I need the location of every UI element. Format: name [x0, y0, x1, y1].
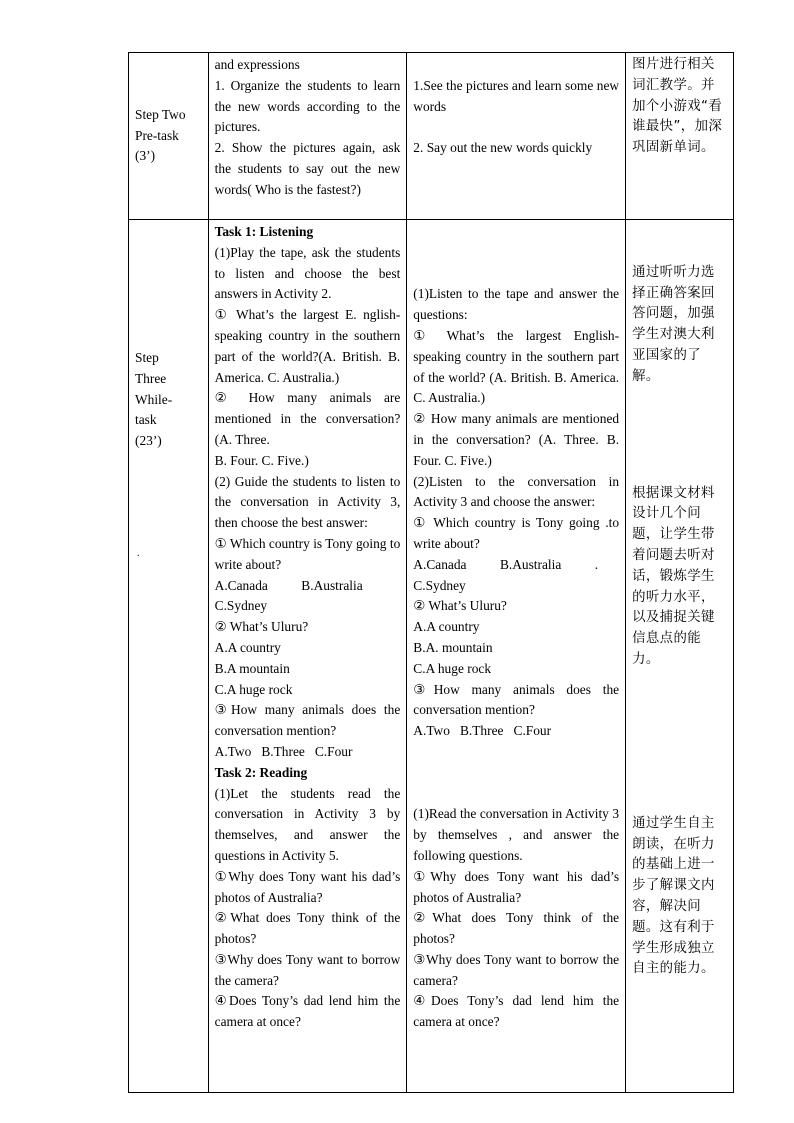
- student-line: (1)Listen to the tape and answer the questions:: [413, 286, 620, 323]
- teacher-line: (1)Let the students read the conversation in Activity 3 by themselves, and answer the questions in Activity 5.: [214, 785, 401, 863]
- stray-dot: .: [137, 548, 140, 559]
- purpose-text: 图片进行相关词汇教学。并加个小游戏“看谁最快”，加深巩固新单词。: [632, 57, 723, 156]
- teacher-line: ②What does Tony think of the photos?: [214, 910, 401, 947]
- teacher-line: ① Which country is Tony going to write about?: [214, 535, 401, 572]
- student-line: A.Canada B.Australia .: [413, 556, 599, 572]
- teacher-line: (1)Play the tape, ask the students to listen and choose the best answers in Activity 2.: [214, 244, 401, 302]
- purpose-cell: [626, 220, 734, 1093]
- student-line: ④Does Tony’s dad lend him the camera at once?: [413, 993, 620, 1030]
- task1-title: Task 1: Listening: [214, 224, 314, 239]
- student-line: ② How many animals are mentioned in the conversation? (A. Three. B. Four. C. Five.): [413, 411, 620, 468]
- teacher-line: A.A country: [214, 639, 281, 655]
- student-line: (2)Listen to the conversation in Activity 3 and choose the answer:: [413, 473, 620, 510]
- student-line: ③How many animals does the conversation mention?: [413, 681, 620, 718]
- student-line: ③Why does Tony want to borrow the camera?: [413, 951, 620, 988]
- student-line: C.Sydney: [413, 577, 466, 593]
- step-cell: [129, 220, 209, 1093]
- teacher-activity-cell: [208, 53, 407, 220]
- teacher-line: A.Canada B.Australia: [214, 577, 363, 593]
- teacher-line: B. Four. C. Five.): [214, 452, 309, 468]
- step-line: Pre-task: [135, 127, 179, 143]
- teacher-line: A.Two B.Three C.Four: [214, 743, 353, 759]
- teacher-line: C.Sydney: [214, 598, 268, 614]
- teacher-line: ③Why does Tony want to borrow the camera?: [214, 951, 401, 988]
- purpose-text: 通过学生自主朗读，在听力的基础上进一步了解课文内容，解决问题。这有利于学生形成独立自主的能力。: [632, 815, 715, 977]
- student-line: A.A country: [413, 619, 480, 635]
- step-line: task: [135, 412, 157, 428]
- step-line: Three: [135, 370, 167, 386]
- student-line: ② What’s Uluru?: [413, 598, 507, 614]
- teacher-line: 2. Show the pictures again, ask the students to say out the new words( Who is the fastest?): [214, 140, 401, 197]
- student-line: B.A. mountain: [413, 639, 493, 655]
- student-line: C.A huge rock: [413, 660, 492, 676]
- student-line: ① Which country is Tony going .to write about?: [413, 515, 620, 551]
- purpose-text: 通过听听力选择正确答案回答问题，加强学生对澳大利亚国家的了解。: [632, 264, 715, 384]
- table-row: [129, 220, 734, 1093]
- student-line: ①Why does Tony want his dad’s photos of Australia?: [413, 868, 620, 905]
- step-line: While-: [135, 391, 173, 407]
- teacher-line: ③How many animals does the conversation mention?: [214, 702, 401, 739]
- teacher-line: C.A huge rock: [214, 681, 293, 697]
- step-line: (23’): [135, 433, 162, 449]
- student-line: A.Two B.Three C.Four: [413, 723, 552, 739]
- step-line: Step: [135, 350, 159, 365]
- teacher-line: (2) Guide the students to listen to the conversation in Activity 3, then choose the best answer:: [214, 473, 401, 531]
- teacher-line: ① What’s the largest E. nglish-speaking country in the southern part of the world?(A. British. B. America. C. Australia.): [214, 307, 401, 385]
- purpose-text: 根据课文材料设计几个问题，让学生带着问题去听对话，锻炼学生的听力水平，以及捕捉关键信息点的能力。: [632, 485, 715, 667]
- teacher-line: ④Does Tony’s dad lend him the camera at once?: [214, 993, 401, 1030]
- teacher-line: ② How many animals are mentioned in the conversation? (A. Three.: [214, 390, 401, 447]
- teacher-line: and expressions: [214, 57, 300, 72]
- teacher-line: ② What’s Uluru?: [214, 619, 309, 635]
- teacher-activity-cell: [208, 220, 407, 1093]
- student-line: ②What does Tony think of the photos?: [413, 910, 620, 947]
- student-line: (1)Read the conversation in Activity 3 by themselves , and answer the following questions.: [413, 806, 620, 863]
- student-activity-cell: [407, 220, 626, 1093]
- student-line: 1.See the pictures and learn some new words: [413, 77, 620, 114]
- purpose-cell: [626, 53, 734, 220]
- step-cell: [129, 53, 209, 220]
- lesson-plan-table: [128, 52, 734, 1093]
- task2-title: Task 2: Reading: [214, 764, 308, 780]
- table-row: [129, 53, 734, 220]
- student-activity-cell: [407, 53, 626, 220]
- step-line: (3’): [135, 148, 156, 164]
- student-line: ① What’s the largest English-speaking country in the southern part of the world? (A. British. B. America. C. Australia.): [413, 327, 620, 406]
- step-line: Step Two: [135, 106, 186, 122]
- teacher-line: 1. Organize the students to learn the new words according to the pictures.: [214, 77, 401, 135]
- student-line: 2. Say out the new words quickly: [413, 140, 593, 156]
- teacher-line: ①Why does Tony want his dad’s photos of Australia?: [214, 868, 401, 905]
- teacher-line: B.A mountain: [214, 660, 290, 676]
